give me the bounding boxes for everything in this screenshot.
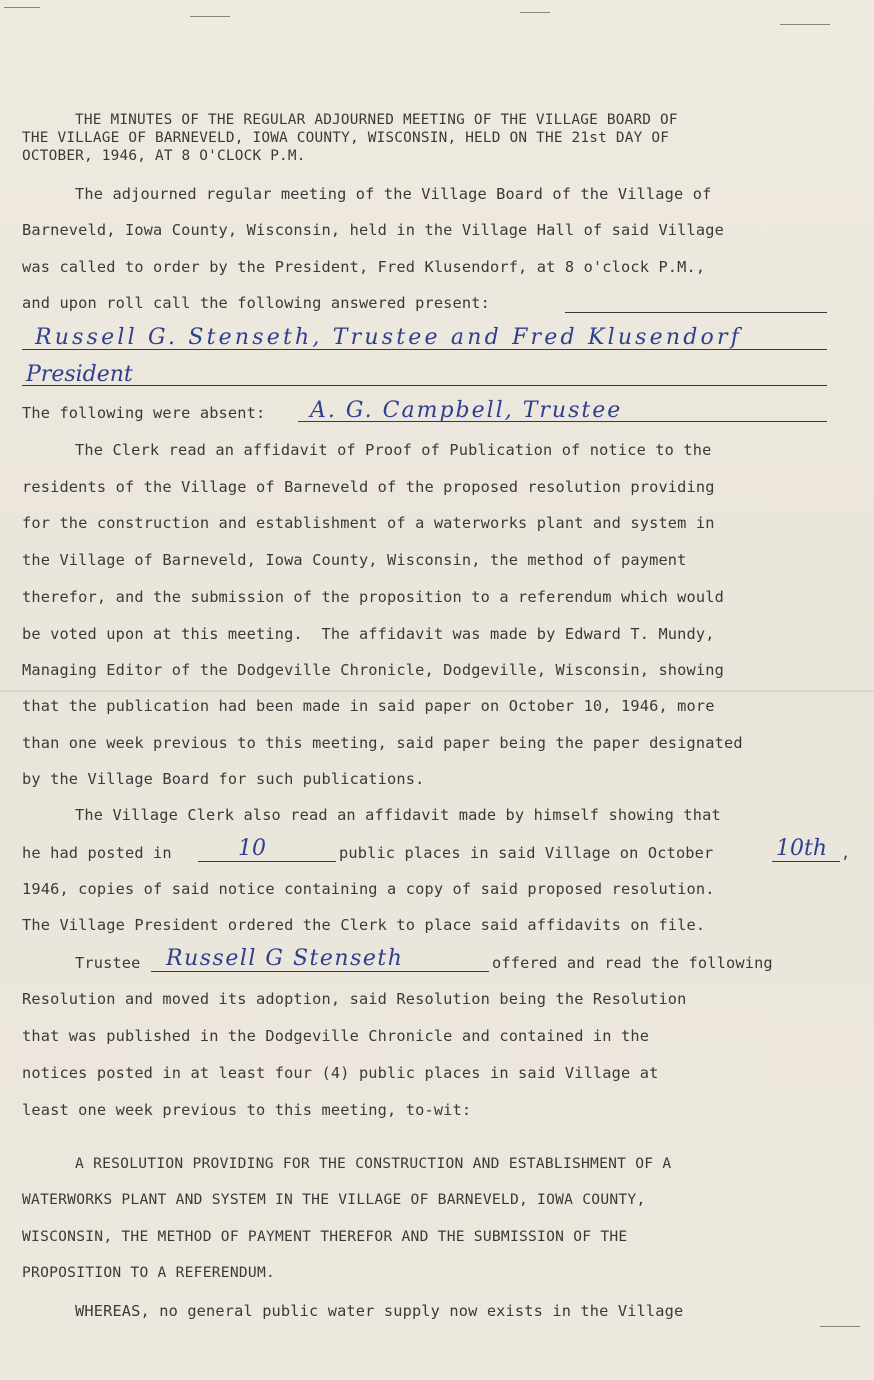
para3-line-3: 1946, copies of said notice containing a copy of said proposed resolution. bbox=[22, 880, 715, 898]
absent-line bbox=[298, 421, 827, 422]
para1-line-1: The adjourned regular meeting of the Village Board of the Village of bbox=[75, 185, 712, 203]
trustee-handwritten: Russell G Stenseth bbox=[166, 946, 404, 971]
resolution-title-4: PROPOSITION TO A REFERENDUM. bbox=[22, 1264, 276, 1281]
para3-line-2b: public places in said Village on October bbox=[339, 844, 714, 862]
title-line-1: THE MINUTES OF THE REGULAR ADJOURNED MEETING OF THE VILLAGE BOARD OF bbox=[75, 112, 678, 128]
trustee-label: Trustee bbox=[75, 954, 141, 972]
present-line-2 bbox=[22, 385, 827, 386]
paper-mark bbox=[520, 12, 550, 13]
present-blank-line bbox=[565, 312, 827, 313]
para4-line-1b: offered and read the following bbox=[492, 954, 773, 972]
para3-line-2a: he had posted in bbox=[22, 844, 172, 862]
present-line-1 bbox=[22, 349, 827, 350]
absent-label: The following were absent: bbox=[22, 404, 266, 422]
resolution-title-2: WATERWORKS PLANT AND SYSTEM IN THE VILLAGE OF BARNEVELD, IOWA COUNTY, bbox=[22, 1191, 646, 1208]
resolution-title-1: A RESOLUTION PROVIDING FOR THE CONSTRUCTION AND ESTABLISHMENT OF A bbox=[75, 1155, 672, 1172]
para2-line-9: than one week previous to this meeting, said paper being the paper designated bbox=[22, 734, 743, 752]
para2-line-6: be voted upon at this meeting. The affidavit was made by Edward T. Mundy, bbox=[22, 625, 715, 643]
para3-line-2c: , bbox=[841, 844, 851, 862]
para2-line-7: Managing Editor of the Dodgeville Chronicle, Dodgeville, Wisconsin, showing bbox=[22, 661, 724, 679]
para1-line-3: was called to order by the President, Fred Klusendorf, at 8 o'clock P.M., bbox=[22, 258, 706, 276]
para4-line-5: least one week previous to this meeting, to-wit: bbox=[22, 1101, 472, 1119]
paper-mark bbox=[4, 7, 40, 8]
para3-line-4: The Village President ordered the Clerk to place said affidavits on file. bbox=[22, 916, 706, 934]
para2-line-2: residents of the Village of Barneveld of the proposed resolution providing bbox=[22, 478, 715, 496]
resolution-title-3: WISCONSIN, THE METHOD OF PAYMENT THEREFOR AND THE SUBMISSION OF THE bbox=[22, 1228, 628, 1245]
para2-line-4: the Village of Barneveld, Iowa County, Wisconsin, the method of payment bbox=[22, 551, 687, 569]
whereas-line: WHEREAS, no general public water supply now exists in the Village bbox=[75, 1302, 684, 1320]
para2-line-10: by the Village Board for such publications. bbox=[22, 770, 425, 788]
places-handwritten: 10 bbox=[238, 836, 266, 861]
para3-line-1: The Village Clerk also read an affidavit made by himself showing that bbox=[75, 806, 721, 824]
places-blank-line bbox=[198, 861, 336, 862]
para2-line-3: for the construction and establishment of a waterworks plant and system in bbox=[22, 514, 715, 532]
present-handwritten-1: Russell G. Stenseth, Trustee and Fred Klusendorf bbox=[35, 325, 743, 350]
para2-line-1: The Clerk read an affidavit of Proof of Publication of notice to the bbox=[75, 441, 712, 459]
title-line-3: OCTOBER, 1946, AT 8 O'CLOCK P.M. bbox=[22, 148, 306, 164]
date-handwritten: 10th bbox=[776, 836, 828, 861]
paper-mark bbox=[820, 1326, 860, 1327]
title-line-2: THE VILLAGE OF BARNEVELD, IOWA COUNTY, WISCONSIN, HELD ON THE 21st DAY OF bbox=[22, 130, 670, 146]
paper-mark bbox=[780, 24, 830, 25]
para4-line-3: that was published in the Dodgeville Chronicle and contained in the bbox=[22, 1027, 650, 1045]
para4-line-2: Resolution and moved its adoption, said Resolution being the Resolution bbox=[22, 990, 687, 1008]
para1-line-2: Barneveld, Iowa County, Wisconsin, held in the Village Hall of said Village bbox=[22, 221, 724, 239]
present-handwritten-2: President bbox=[26, 362, 133, 387]
para2-line-8: that the publication had been made in said paper on October 10, 1946, more bbox=[22, 697, 715, 715]
para2-line-5: therefor, and the submission of the proposition to a referendum which would bbox=[22, 588, 724, 606]
paper-fold bbox=[0, 690, 874, 692]
para4-line-4: notices posted in at least four (4) public places in said Village at bbox=[22, 1064, 659, 1082]
paper-mark bbox=[190, 16, 230, 17]
absent-handwritten: A. G. Campbell, Trustee bbox=[310, 398, 623, 423]
para1-line-4: and upon roll call the following answered present: bbox=[22, 294, 490, 312]
